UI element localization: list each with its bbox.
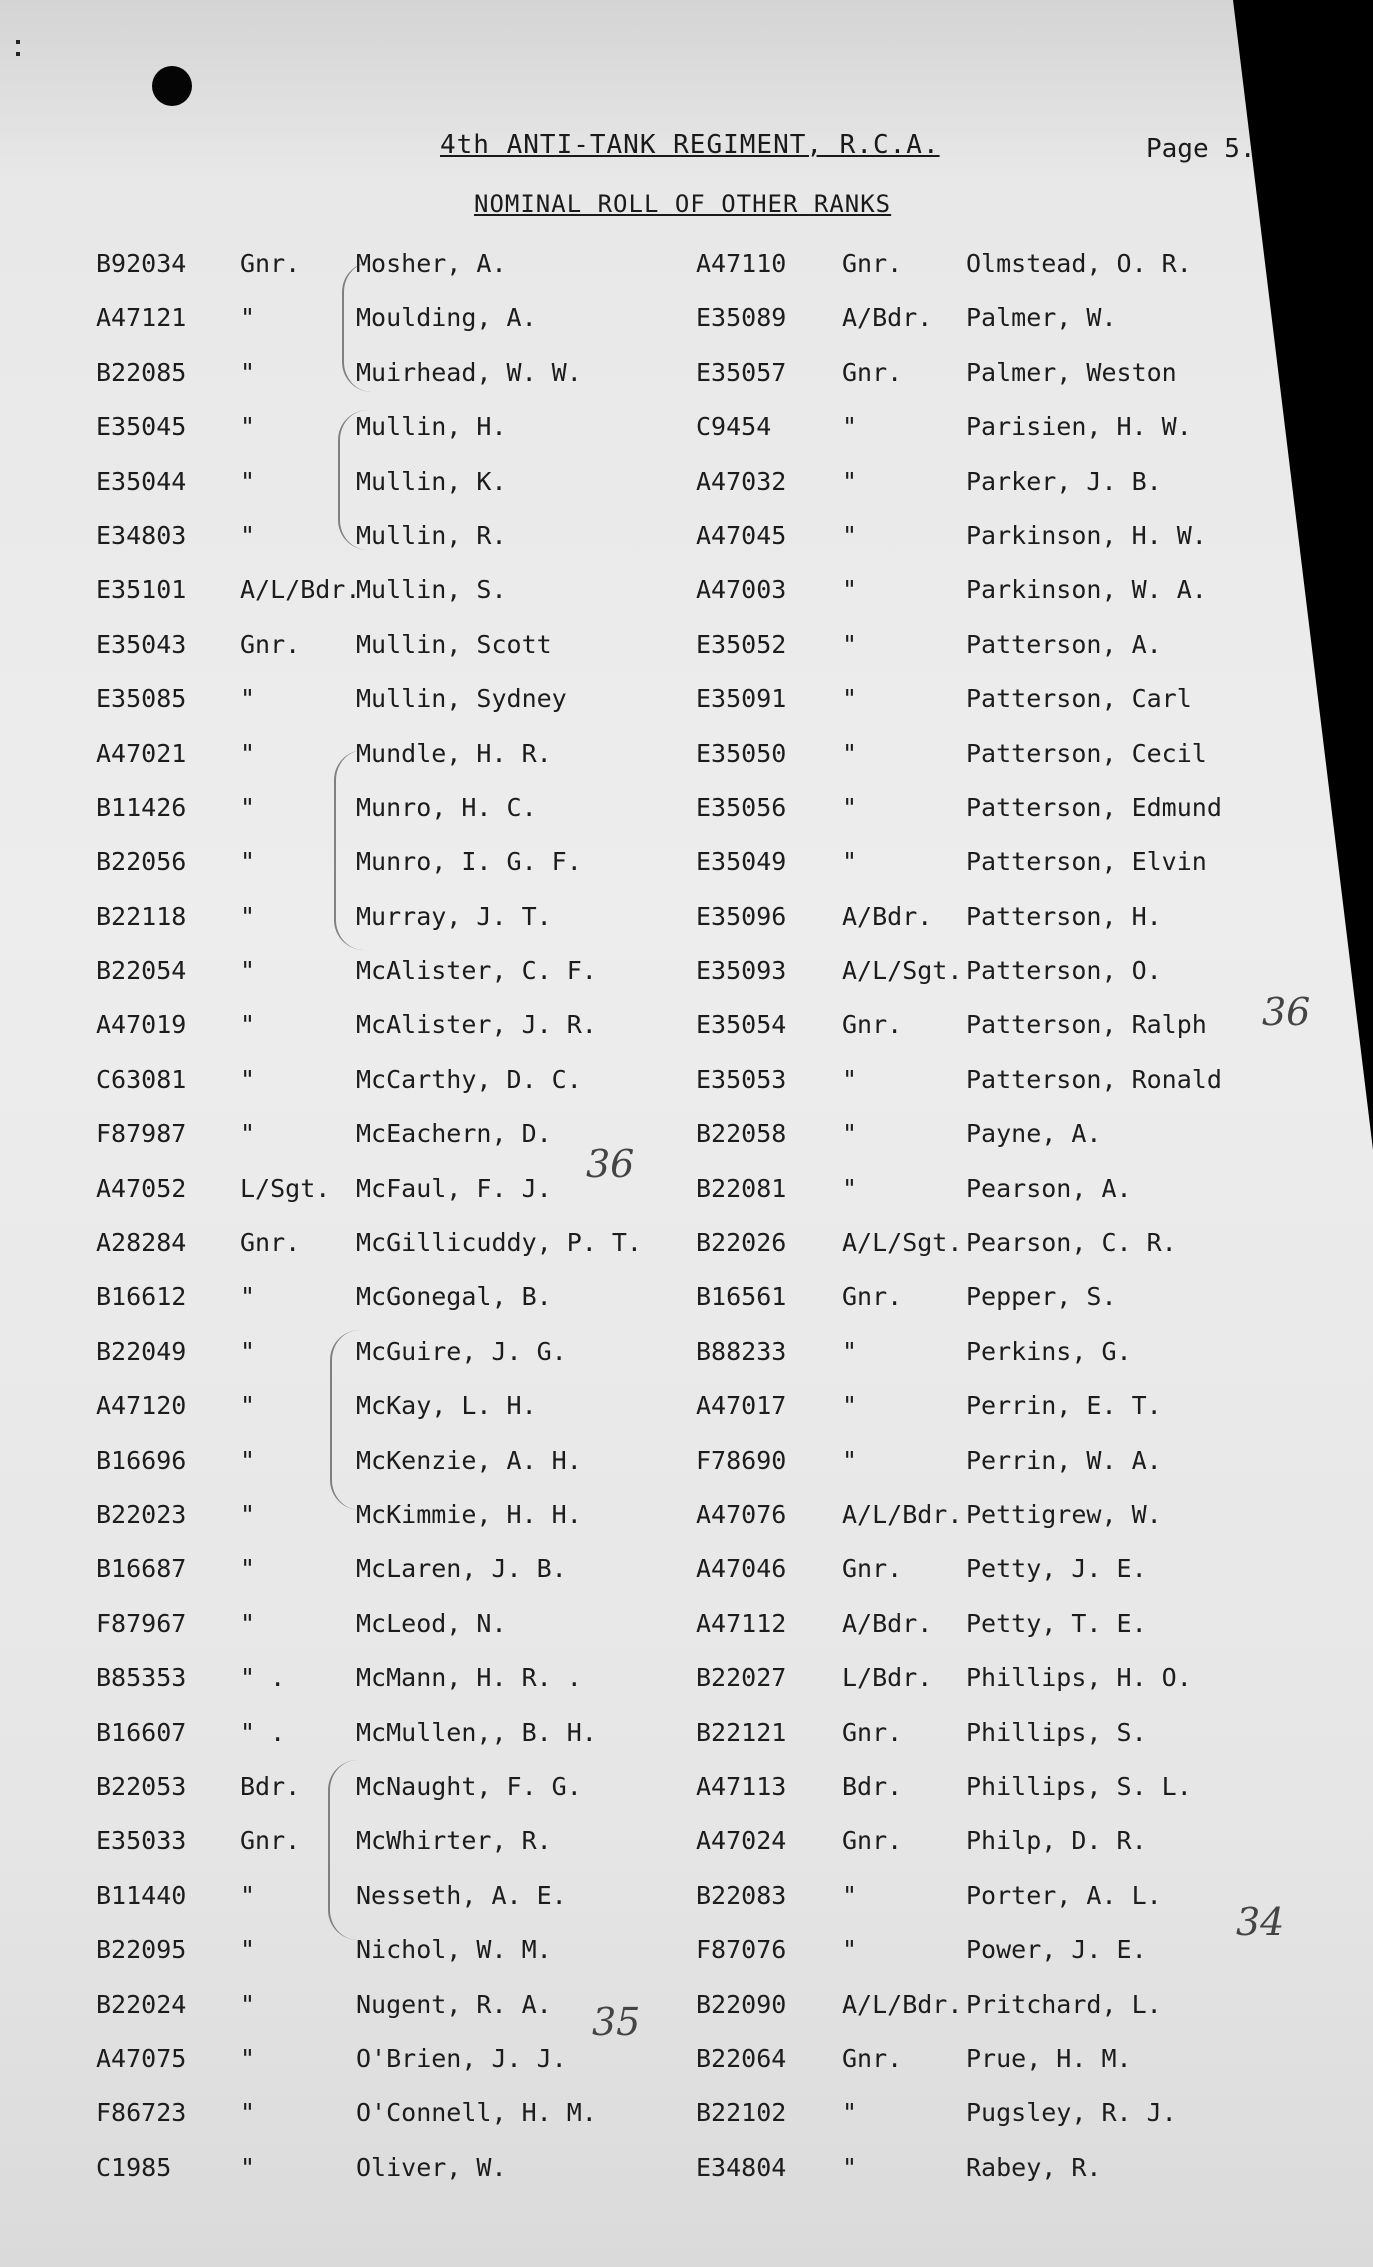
right-rank: A/L/Sgt. (842, 1228, 963, 1258)
left-service-number: B22023 (96, 1499, 187, 1529)
left-rank: " (240, 1989, 256, 2019)
left-rank: Gnr. (240, 629, 301, 659)
left-rank: " (240, 1119, 256, 1149)
roll-row (0, 406, 1373, 460)
left-service-number: B85353 (96, 1663, 187, 1693)
left-service-number: C63081 (96, 1064, 187, 1094)
roll-row (0, 1331, 1373, 1385)
right-rank: " (842, 629, 858, 659)
right-service-number: A47003 (696, 575, 787, 605)
left-rank: " (240, 2043, 256, 2073)
left-name: Munro, I. G. F. (356, 847, 582, 877)
roll-row (0, 678, 1373, 732)
left-service-number: B22024 (96, 1989, 187, 2019)
left-rank: " (240, 1499, 256, 1529)
right-rank: Bdr. (842, 1771, 903, 1801)
roll-row (0, 1059, 1373, 1113)
roll-row (0, 297, 1373, 351)
roll-row (0, 1168, 1373, 1222)
right-rank: " (842, 1119, 858, 1149)
roll-row (0, 243, 1373, 297)
roll-row (0, 733, 1373, 787)
left-rank: A/L/Bdr. (240, 575, 361, 605)
right-rank: A/L/Bdr. (842, 1989, 963, 2019)
right-service-number: B22121 (696, 1717, 787, 1747)
left-name: Nichol, W. M. (356, 1935, 552, 1965)
roll-row (0, 1984, 1373, 2038)
left-service-number: A47019 (96, 1010, 187, 1040)
right-rank: Gnr. (842, 1282, 903, 1312)
right-service-number: B22083 (696, 1880, 787, 1910)
left-rank: " (240, 1064, 256, 1094)
left-service-number: A47052 (96, 1173, 187, 1203)
left-service-number: B16687 (96, 1554, 187, 1584)
right-service-number: A47032 (696, 466, 787, 496)
right-rank: " (842, 1935, 858, 1965)
left-name: McEachern, D. (356, 1119, 552, 1149)
right-service-number: A47045 (696, 520, 787, 550)
left-rank: " (240, 466, 256, 496)
left-name: Murray, J. T. (356, 901, 552, 931)
right-service-number: E35089 (696, 303, 787, 333)
left-name: Mullin, H. (356, 412, 507, 442)
right-service-number: B22027 (696, 1663, 787, 1693)
left-service-number: F86723 (96, 2098, 187, 2128)
left-service-number: E35101 (96, 575, 187, 605)
left-rank: " (240, 847, 256, 877)
left-name: McGillicuddy, P. T. (356, 1228, 642, 1258)
left-rank: " (240, 684, 256, 714)
roll-row (0, 1603, 1373, 1657)
right-name: Prue, H. M. (966, 2043, 1132, 2073)
right-service-number: E35049 (696, 847, 787, 877)
roll-row (0, 624, 1373, 678)
right-name: Patterson, A. (966, 629, 1162, 659)
roll-row (0, 2092, 1373, 2146)
left-name: McAlister, J. R. (356, 1010, 597, 1040)
right-name: Philp, D. R. (966, 1826, 1147, 1856)
right-name: Pearson, A. (966, 1173, 1132, 1203)
right-rank: " (842, 847, 858, 877)
right-service-number: E35091 (696, 684, 787, 714)
right-rank: " (842, 575, 858, 605)
right-service-number: B22064 (696, 2043, 787, 2073)
left-rank: " (240, 303, 256, 333)
right-name: Petty, J. E. (966, 1554, 1147, 1584)
right-rank: " (842, 466, 858, 496)
roll-row (0, 1712, 1373, 1766)
left-service-number: A47075 (96, 2043, 187, 2073)
left-name: McAlister, C. F. (356, 956, 597, 986)
roll-row (0, 1548, 1373, 1602)
roll-row (0, 950, 1373, 1004)
left-rank: " (240, 1554, 256, 1584)
left-name: McWhirter, R. (356, 1826, 552, 1856)
right-name: Porter, A. L. (966, 1880, 1162, 1910)
left-name: McMann, H. R. . (356, 1663, 582, 1693)
left-service-number: F87987 (96, 1119, 187, 1149)
right-name: Patterson, Ralph (966, 1010, 1207, 1040)
left-rank: " . (240, 1663, 286, 1693)
right-name: Parkinson, W. A. (966, 575, 1207, 605)
roll-row (0, 1820, 1373, 1874)
right-rank: Gnr. (842, 1826, 903, 1856)
left-name: McGonegal, B. (356, 1282, 552, 1312)
right-name: Parisien, H. W. (966, 412, 1192, 442)
right-rank: A/L/Sgt. (842, 956, 963, 986)
right-name: Pepper, S. (966, 1282, 1117, 1312)
margin-annotation: 36 (1262, 990, 1311, 1034)
right-service-number: E35054 (696, 1010, 787, 1040)
right-service-number: B22058 (696, 1119, 787, 1149)
roll-row (0, 1875, 1373, 1929)
right-name: Patterson, Edmund (966, 792, 1222, 822)
left-service-number: E35085 (96, 684, 187, 714)
right-name: Pettigrew, W. (966, 1499, 1162, 1529)
left-name: Oliver, W. (356, 2152, 507, 2182)
left-rank: Gnr. (240, 1228, 301, 1258)
roll-row (0, 1440, 1373, 1494)
right-service-number: E35056 (696, 792, 787, 822)
left-service-number: C1985 (96, 2152, 172, 2182)
left-service-number: B22054 (96, 956, 187, 986)
right-service-number: B22102 (696, 2098, 787, 2128)
left-name: Mullin, Scott (356, 629, 552, 659)
right-name: Patterson, Elvin (966, 847, 1207, 877)
right-rank: A/Bdr. (842, 1608, 933, 1638)
left-rank: Bdr. (240, 1771, 301, 1801)
right-name: Palmer, Weston (966, 357, 1177, 387)
left-rank: " (240, 901, 256, 931)
scan-speck (16, 40, 20, 44)
roll-row (0, 1385, 1373, 1439)
left-rank: " (240, 412, 256, 442)
right-rank: Gnr. (842, 1717, 903, 1747)
right-service-number: F87076 (696, 1935, 787, 1965)
left-name: Mullin, S. (356, 575, 507, 605)
roll-row (0, 352, 1373, 406)
left-service-number: E35033 (96, 1826, 187, 1856)
left-rank: " (240, 1445, 256, 1475)
left-rank: " . (240, 1717, 286, 1747)
left-service-number: B22085 (96, 357, 187, 387)
roll-row (0, 1222, 1373, 1276)
right-rank: Gnr. (842, 357, 903, 387)
left-rank: " (240, 1336, 256, 1366)
right-service-number: E35050 (696, 738, 787, 768)
left-name: Moulding, A. (356, 303, 537, 333)
nominal-roll-table (0, 243, 1373, 2201)
left-rank: Gnr. (240, 1826, 301, 1856)
left-name: McCarthy, D. C. (356, 1064, 582, 1094)
roll-row (0, 787, 1373, 841)
right-name: Patterson, Cecil (966, 738, 1207, 768)
right-service-number: B22026 (696, 1228, 787, 1258)
right-name: Power, J. E. (966, 1935, 1147, 1965)
left-name: McMullen,, B. H. (356, 1717, 597, 1747)
left-name: Mundle, H. R. (356, 738, 552, 768)
roll-row (0, 841, 1373, 895)
left-rank: Gnr. (240, 249, 301, 278)
right-rank: A/Bdr. (842, 901, 933, 931)
left-name: Nesseth, A. E. (356, 1880, 567, 1910)
right-service-number: A47110 (696, 249, 787, 278)
right-rank: " (842, 792, 858, 822)
right-service-number: F78690 (696, 1445, 787, 1475)
right-name: Phillips, S. (966, 1717, 1147, 1747)
margin-annotation: 36 (586, 1142, 635, 1186)
left-name: Muirhead, W. W. (356, 357, 582, 387)
left-name: Nugent, R. A. (356, 1989, 552, 2019)
right-rank: Gnr. (842, 249, 903, 278)
scan-speck (16, 52, 20, 56)
left-name: O'Connell, H. M. (356, 2098, 597, 2128)
right-name: Pearson, C. R. (966, 1228, 1177, 1258)
left-rank: " (240, 1935, 256, 1965)
right-rank: " (842, 1445, 858, 1475)
right-rank: " (842, 1064, 858, 1094)
left-service-number: B11426 (96, 792, 187, 822)
right-service-number: B16561 (696, 1282, 787, 1312)
left-name: Mullin, K. (356, 466, 507, 496)
left-rank: " (240, 2098, 256, 2128)
left-service-number: A28284 (96, 1228, 187, 1258)
left-service-number: A47120 (96, 1391, 187, 1421)
right-service-number: A47112 (696, 1608, 787, 1638)
left-name: O'Brien, J. J. (356, 2043, 567, 2073)
left-name: McLeod, N. (356, 1608, 507, 1638)
right-rank: " (842, 1336, 858, 1366)
left-name: McKay, L. H. (356, 1391, 537, 1421)
right-service-number: E35052 (696, 629, 787, 659)
right-name: Patterson, Ronald (966, 1064, 1222, 1094)
right-service-number: E34804 (696, 2152, 787, 2182)
roll-row (0, 1004, 1373, 1058)
roll-row (0, 1494, 1373, 1548)
roll-row (0, 515, 1373, 569)
left-rank: L/Sgt. (240, 1173, 331, 1203)
left-rank: " (240, 520, 256, 550)
right-name: Patterson, H. (966, 901, 1162, 931)
right-rank: A/Bdr. (842, 303, 933, 333)
roll-row (0, 2147, 1373, 2201)
left-service-number: A47021 (96, 738, 187, 768)
roll-row (0, 1929, 1373, 1983)
right-rank: " (842, 520, 858, 550)
roll-row (0, 1276, 1373, 1330)
left-service-number: E35045 (96, 412, 187, 442)
roll-row (0, 1657, 1373, 1711)
right-name: Palmer, W. (966, 303, 1117, 333)
left-name: McNaught, F. G. (356, 1771, 582, 1801)
left-service-number: B22118 (96, 901, 187, 931)
roll-row (0, 2038, 1373, 2092)
right-service-number: A47046 (696, 1554, 787, 1584)
left-service-number: E35044 (96, 466, 187, 496)
right-rank: " (842, 1173, 858, 1203)
right-rank: " (842, 1880, 858, 1910)
left-service-number: E34803 (96, 520, 187, 550)
roll-row (0, 896, 1373, 950)
right-name: Parker, J. B. (966, 466, 1162, 496)
left-rank: " (240, 1608, 256, 1638)
left-service-number: B22095 (96, 1935, 187, 1965)
roll-row (0, 461, 1373, 515)
right-name: Patterson, Carl (966, 684, 1192, 714)
left-name: Mullin, Sydney (356, 684, 567, 714)
right-rank: A/L/Bdr. (842, 1499, 963, 1529)
right-service-number: E35057 (696, 357, 787, 387)
left-service-number: F87967 (96, 1608, 187, 1638)
left-name: Munro, H. C. (356, 792, 537, 822)
left-service-number: B11440 (96, 1880, 187, 1910)
right-name: Patterson, O. (966, 956, 1162, 986)
right-service-number: E35096 (696, 901, 787, 931)
left-name: McFaul, F. J. (356, 1173, 552, 1203)
right-name: Perkins, G. (966, 1336, 1132, 1366)
left-rank: " (240, 1282, 256, 1312)
right-rank: L/Bdr. (842, 1663, 933, 1693)
right-name: Pugsley, R. J. (966, 2098, 1177, 2128)
right-rank: " (842, 1391, 858, 1421)
left-rank: " (240, 1010, 256, 1040)
right-name: Phillips, S. L. (966, 1771, 1192, 1801)
right-name: Rabey, R. (966, 2152, 1102, 2182)
right-rank: " (842, 2098, 858, 2128)
left-rank: " (240, 2152, 256, 2182)
left-service-number: B22049 (96, 1336, 187, 1366)
right-rank: Gnr. (842, 1010, 903, 1040)
right-name: Petty, T. E. (966, 1608, 1147, 1638)
right-service-number: A47017 (696, 1391, 787, 1421)
right-rank: " (842, 2152, 858, 2182)
left-name: McLaren, J. B. (356, 1554, 567, 1584)
right-name: Parkinson, H. W. (966, 520, 1207, 550)
document-subtitle: NOMINAL ROLL OF OTHER RANKS (474, 190, 892, 218)
left-rank: " (240, 1391, 256, 1421)
left-rank: " (240, 1880, 256, 1910)
right-name: Pritchard, L. (966, 1989, 1162, 2019)
margin-annotation: 34 (1236, 1900, 1285, 1944)
right-name: Perrin, E. T. (966, 1391, 1162, 1421)
right-service-number: B88233 (696, 1336, 787, 1366)
page-number: Page 5. (1146, 134, 1256, 164)
right-service-number: A47113 (696, 1771, 787, 1801)
left-service-number: B92034 (96, 249, 187, 278)
right-rank: " (842, 412, 858, 442)
left-name: McKenzie, A. H. (356, 1445, 582, 1475)
right-service-number: B22090 (696, 1989, 787, 2019)
left-rank: " (240, 357, 256, 387)
document-title: 4th ANTI-TANK REGIMENT, R.C.A. (440, 130, 940, 160)
right-service-number: C9454 (696, 412, 772, 442)
left-name: McGuire, J. G. (356, 1336, 567, 1366)
left-name: McKimmie, H. H. (356, 1499, 582, 1529)
left-rank: " (240, 956, 256, 986)
right-name: Perrin, W. A. (966, 1445, 1162, 1475)
left-rank: " (240, 738, 256, 768)
left-service-number: E35043 (96, 629, 187, 659)
right-name: Olmstead, O. R. (966, 249, 1192, 278)
roll-row (0, 1766, 1373, 1820)
punch-hole (152, 66, 192, 106)
left-service-number: A47121 (96, 303, 187, 333)
left-name: Mullin, R. (356, 520, 507, 550)
right-rank: " (842, 738, 858, 768)
right-rank: " (842, 684, 858, 714)
right-service-number: A47024 (696, 1826, 787, 1856)
right-service-number: E35093 (696, 956, 787, 986)
left-service-number: B16607 (96, 1717, 187, 1747)
roll-row (0, 569, 1373, 623)
right-service-number: E35053 (696, 1064, 787, 1094)
right-rank: Gnr. (842, 1554, 903, 1584)
right-service-number: A47076 (696, 1499, 787, 1529)
left-service-number: B16612 (96, 1282, 187, 1312)
left-name: Mosher, A. (356, 249, 507, 278)
left-service-number: B16696 (96, 1445, 187, 1475)
roll-row (0, 1113, 1373, 1167)
margin-annotation: 35 (592, 2000, 641, 2044)
right-name: Payne, A. (966, 1119, 1102, 1149)
left-service-number: B22056 (96, 847, 187, 877)
right-rank: Gnr. (842, 2043, 903, 2073)
left-service-number: B22053 (96, 1771, 187, 1801)
right-name: Phillips, H. O. (966, 1663, 1192, 1693)
right-service-number: B22081 (696, 1173, 787, 1203)
left-rank: " (240, 792, 256, 822)
